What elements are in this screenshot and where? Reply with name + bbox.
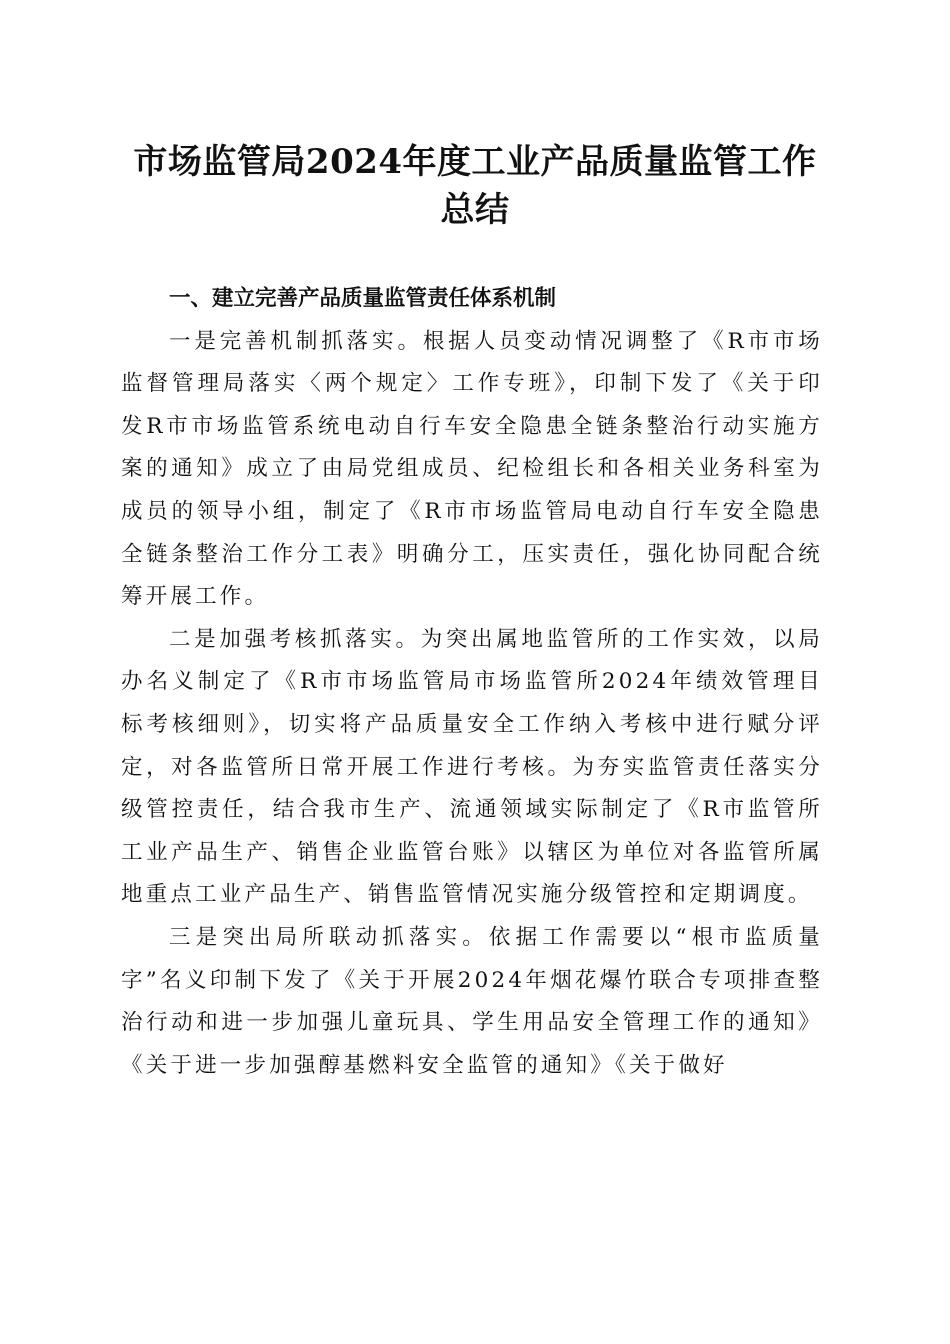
paragraph-text: 依据工作需要以“根市监质量字”名义印制下发了《关于开展2024年烟花爆竹联合专项排查整治行动和进一步加强儿童玩具、学生用品安全管理工作的通知》《关于进一步加强醇基燃料安全监管的通知》《关于做好 [121,924,823,1078]
paragraph-lead: 一是完善机制抓落实。 [169,328,423,354]
document-title [120,138,830,234]
paragraph-2 [121,619,823,917]
paragraph-lead: 二是加强考核抓落实。 [169,626,421,652]
paragraph-3 [121,917,823,1087]
section-heading: 一、建立完善产品质量监管责任体系机制 [169,286,557,311]
paragraph-lead: 三是突出局所联动抓落实。 [169,924,489,950]
document-title-line-2: 总结 [440,190,510,230]
document-title-line-1: 市场监管局2024年度工业产品质量监管工作 [133,142,817,182]
paragraph-text: 为突出属地监管所的工作实效，以局办名义制定了《R市市场监管局市场监管所2024年绩效管理目标考核细则》，切实将产品质量安全工作纳入考核中进行赋分评定，对各监管所日常开展工作进行考核。为夯实监管责任落实分级管控责任，结合我市生产、流通领域实际制定了《R市监管所工业产品生产、销售企业监管台账》以辖区为单位对各监管所属地重点工业产品生产、销售监管情况实施分级管控和定期调度。 [121,626,823,908]
document-body [121,278,823,1087]
paragraph-1 [121,321,823,619]
paragraph-text: 根据人员变动情况调整了《R市市场监督管理局落实〈两个规定〉工作专班》，印制下发了《关于印发R市市场监管系统电动自行车安全隐患全链条整治行动实施方案的通知》成立了由局党组成员、纪检组长和各相关业务科室为成员的领导小组，制定了《R市市场监管局电动自行车安全隐患全链条整治工作分工表》明确分工，压实责任，强化协同配合统筹开展工作。 [121,328,823,610]
